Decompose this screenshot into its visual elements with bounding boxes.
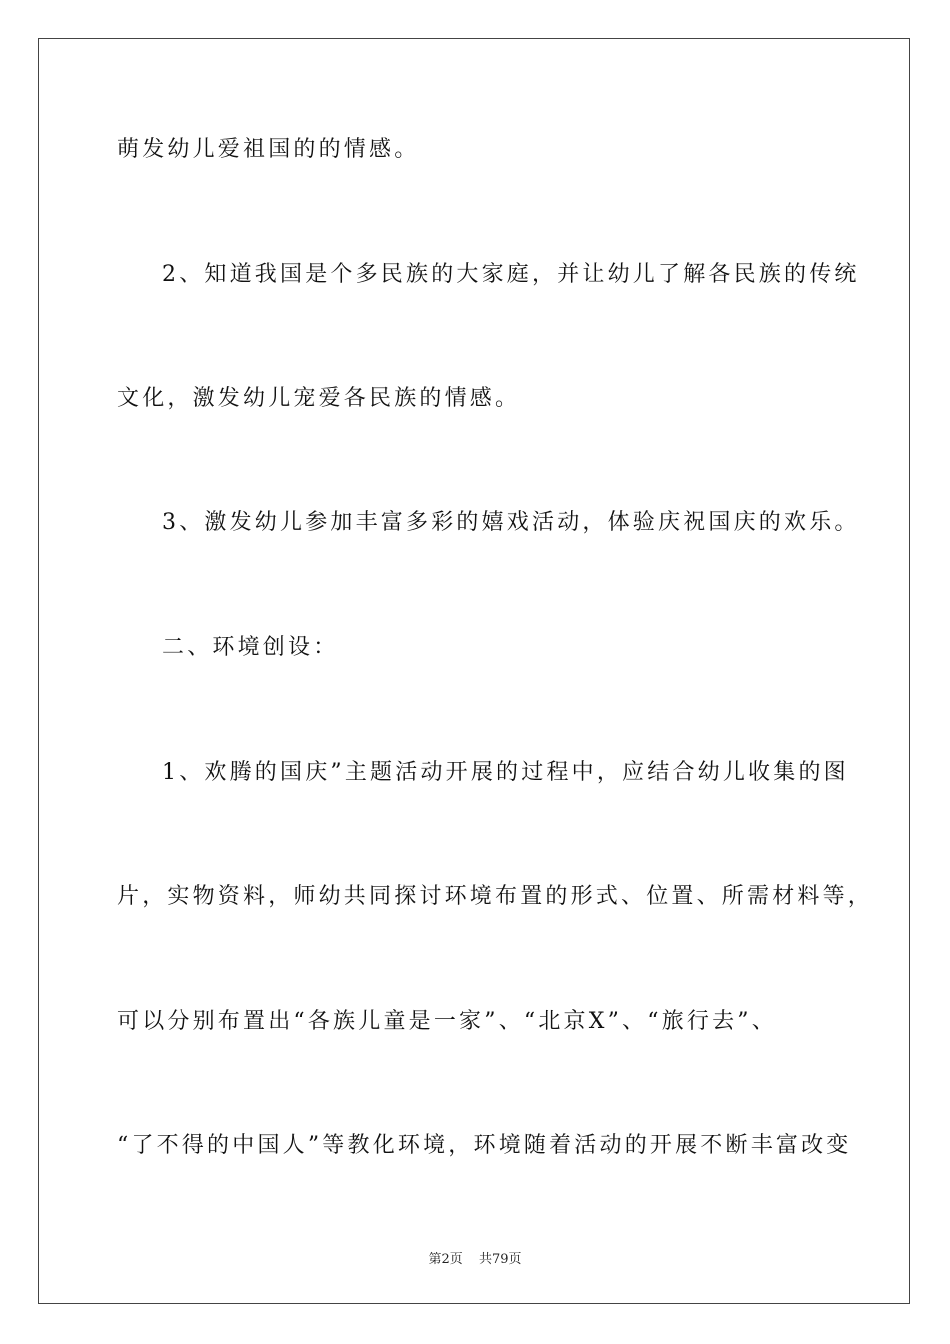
- paragraph-line: 萌发幼儿爱祖国的的情感。: [117, 137, 420, 162]
- page-total: 共79页: [478, 1252, 522, 1267]
- paragraph-line: 2、知道我国是个多民族的大家庭，并让幼儿了解各民族的传统: [162, 262, 860, 287]
- paragraph-line: “了不得的中国人”等教化环境，环境随着活动的开展不断丰富改变: [117, 1133, 852, 1158]
- page-footer: [0, 1248, 950, 1267]
- paragraph-line: 1、欢腾的国庆”主题活动开展的过程中，应结合幼儿收集的图: [162, 760, 849, 785]
- paragraph-line: 3、激发幼儿参加丰富多彩的嬉戏活动，体验庆祝国庆的欢乐。: [162, 510, 860, 535]
- paragraph-line: 可以分别布置出“各族儿童是一家”、“北京X”、“旅行去”、: [117, 1009, 777, 1034]
- page-border: [38, 38, 910, 1304]
- paragraph-line: 片，实物资料，师幼共同探讨环境布置的形式、位置、所需材料等，: [117, 884, 874, 909]
- section-heading: 二、环境创设：: [162, 635, 339, 660]
- page-number: 第2页: [428, 1252, 463, 1267]
- paragraph-line: 文化，激发幼儿宠爱各民族的情感。: [117, 386, 521, 411]
